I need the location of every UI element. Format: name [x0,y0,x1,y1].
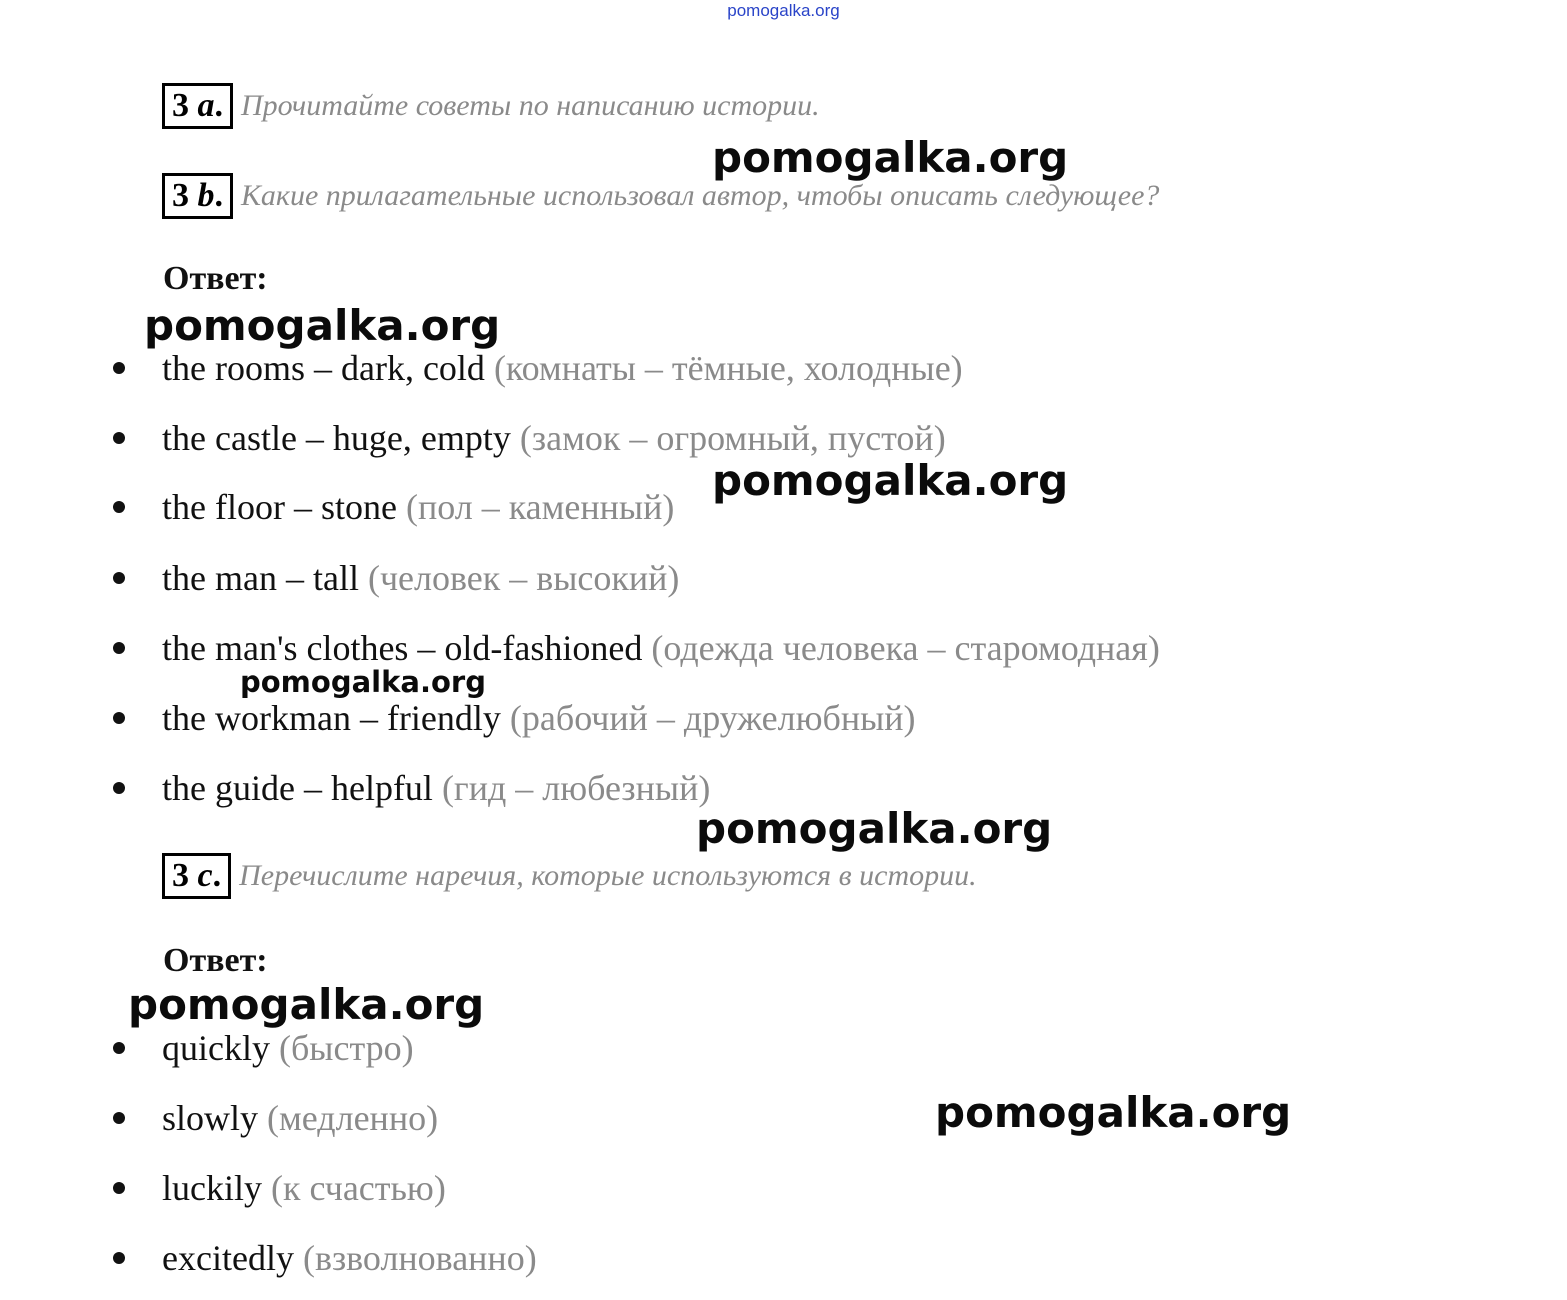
list-item [162,1093,438,1143]
task-number-box [162,853,231,899]
list-item [162,1163,446,1213]
item-english: the man's clothes – old-fashioned [162,628,643,668]
watermark: pomogalka.org [240,665,486,699]
item-english: the man – tall [162,558,359,598]
watermark: pomogalka.org [712,133,1069,182]
item-english: the floor – stone [162,487,397,527]
item-translation: (быстро) [278,1028,414,1068]
task-instruction: Какие прилагательные использовал автор, чтобы описать следующее? [241,179,1160,212]
bullet [113,1252,125,1264]
item-english: the rooms – dark, cold [162,348,485,388]
bullet [113,1112,125,1124]
item-english: excitedly [162,1238,294,1278]
item-english: quickly [162,1028,270,1068]
bullet [113,642,125,654]
task-number: 3 [172,87,189,124]
bullet [113,501,125,513]
watermark: pomogalka.org [696,804,1053,853]
task-letter: c [197,857,213,894]
item-english: the guide – helpful [162,768,433,808]
list-item [162,763,710,813]
bullet [113,1042,125,1054]
item-translation: (гид – любезный) [441,768,711,808]
item-translation: (медленно) [267,1098,439,1138]
item-english: the castle – huge, empty [162,418,511,458]
item-english: the workman – friendly [162,698,501,738]
task-number-box [162,173,233,219]
task-instruction: Прочитайте советы по написанию истории. [241,89,820,122]
list-item [162,343,963,393]
item-translation: (одежда человека – старомодная) [651,628,1160,668]
bullet [113,572,125,584]
watermark: pomogalka.org [128,980,485,1029]
item-translation: (замок – огромный, пустой) [519,418,946,458]
task-dot: . [214,87,223,124]
list-item [162,553,679,603]
item-translation: (пол – каменный) [405,487,675,527]
watermark: pomogalka.org [712,456,1069,505]
item-english: luckily [162,1168,262,1208]
bullet [113,1182,125,1194]
list-item [162,1233,537,1283]
watermark: pomogalka.org [935,1088,1292,1137]
watermark: pomogalka.org [144,301,501,350]
task-3a [162,83,820,129]
task-dot: . [214,177,223,214]
list-item [162,1023,414,1073]
answer-label: Ответ: [163,942,268,979]
item-translation: (к счастью) [270,1168,446,1208]
bullet [113,712,125,724]
task-instruction: Перечислите наречия, которые используются в истории. [239,859,977,892]
task-dot: . [212,857,222,894]
item-translation: (комнаты – тёмные, холодные) [493,348,963,388]
answer-label: Ответ: [163,260,268,297]
task-number-box [162,83,233,129]
item-english: slowly [162,1098,259,1138]
item-translation: (человек – высокий) [367,558,680,598]
item-translation: (рабочий – дружелюбный) [509,698,916,738]
task-letter: b [197,177,215,214]
bullet [113,362,125,374]
list-item [162,693,916,743]
bullet [113,432,125,444]
task-letter: a [197,87,215,124]
site-link[interactable]: pomogalka.org [727,1,840,20]
bullet [113,782,125,794]
list-item [162,482,674,532]
task-number: 3 [172,857,189,894]
task-number: 3 [172,177,189,214]
task-3c [162,853,977,899]
item-translation: (взволнованно) [302,1238,537,1278]
